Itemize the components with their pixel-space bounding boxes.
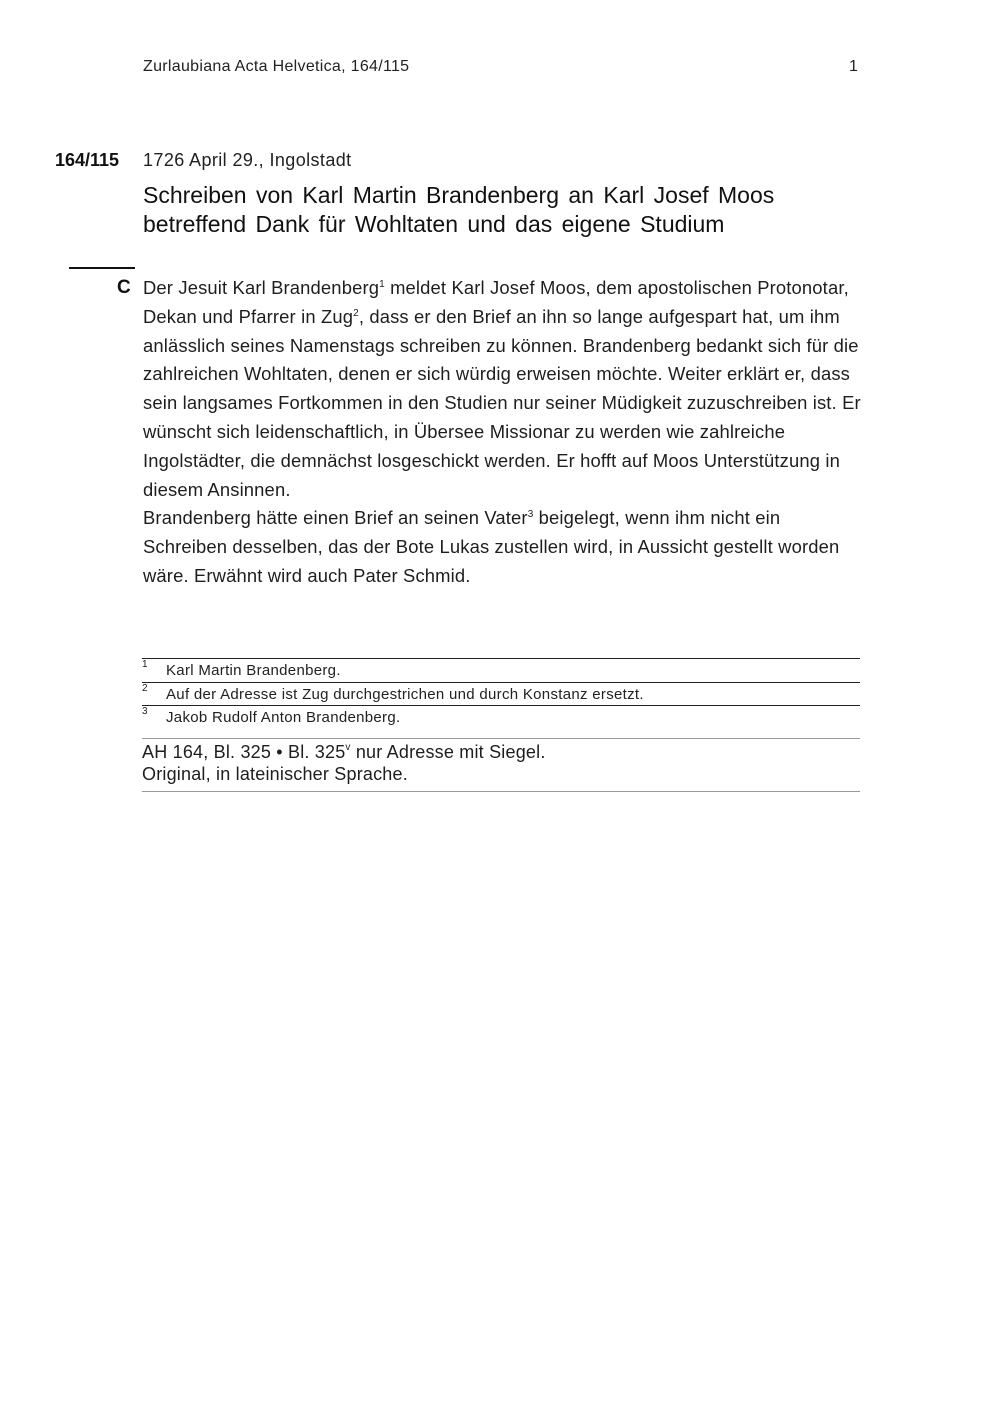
document-type-letter: C [117,277,131,298]
source-text: nur Adresse mit Siegel. [350,742,546,762]
section-divider [69,267,135,269]
paragraph-text: meldet Karl Josef Moos, dem apostolischen Protonotar, Dekan und Pfarrer in Zug [143,277,849,327]
verso-mark: v [345,742,351,753]
footnote-number: 1 [142,659,148,670]
source-text: AH 164, Bl. 325 • Bl. 325 [142,742,346,762]
paragraph-text: Brandenberg hätte einen Brief an seinen Vater [143,507,528,529]
footnote-number: 2 [142,682,148,694]
page-number: 1 [849,58,858,75]
footnote-text: Karl Martin Brandenberg. [166,662,341,679]
footnote [142,682,860,706]
footnote-number: 3 [142,706,148,717]
footnote [142,658,860,682]
entry-title [143,181,863,239]
source-citation [142,738,860,792]
footnote [142,705,860,729]
footnote-ref-2: 2 [353,307,359,319]
footnote-ref-3: 3 [527,509,534,521]
footnote-ref-1: 1 [379,279,385,290]
source-line-1 [142,741,860,763]
entry-number: 164/115 [55,150,120,170]
entry-date-place: 1726 April 29., Ingolstadt [143,150,352,170]
footnote-text: Jakob Rudolf Anton Brandenberg. [166,709,401,726]
entry-title-line-1: Schreiben von Karl Martin Brandenberg an Karl Josef Moos [143,182,775,208]
footnote-text: Auf der Adresse ist Zug durchgestrichen und durch Konstanz ersetzt. [166,685,644,703]
footnotes [142,658,860,729]
paragraph-text: Der Jesuit Karl Brandenberg [143,277,380,298]
summary-paragraph-2 [143,504,865,590]
summary-paragraph-1 [143,274,865,504]
summary-text [143,274,865,591]
paragraph-text: beigelegt, wenn ihm nicht ein Schreiben desselben, das der Bote Lukas zustellen wird, in Aussicht gestellt worden wäre. Erwähnt wird auch Pater Schmid. [143,507,840,586]
paragraph-text: , dass er den Brief an ihn so lange aufgespart hat, um ihm anlässlich seines Namenstags schreiben zu können. Brandenberg bedankt sich für die zahlreichen Wohltaten, denen er sich würdig erweisen möchte. Weiter erklärt er, dass sein langsames Fortkommen in den Studien nur seiner Müdigkeit zuzuschreiben ist. Er wünscht sich leidenschaftlich, in Übersee Missionar zu werden wie zahlreiche Ingolstädter, die demnächst losgeschickt werden. Er hofft auf Moos Unterstützung in diesem Ansinnen. [143,305,861,500]
running-header-title: Zurlaubiana Acta Helvetica, 164/115 [143,58,410,75]
source-line-2: Original, in lateinischer Sprache. [142,764,408,784]
entry-title-line-2: betreffend Dank für Wohltaten und das eigene Studium [143,211,725,237]
